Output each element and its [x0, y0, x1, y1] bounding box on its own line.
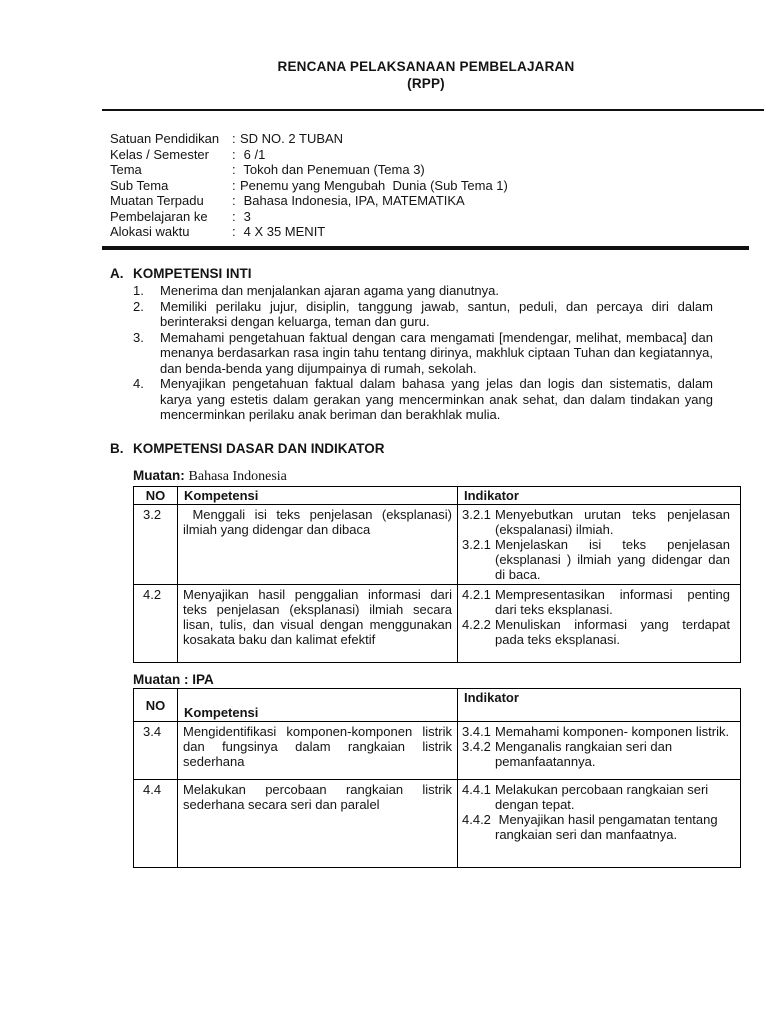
cell-no: 3.2	[134, 505, 178, 585]
indicator-number: 4.2.1	[462, 587, 491, 602]
info-divider	[102, 246, 749, 250]
info-label: Tema	[110, 162, 142, 177]
info-value: 4 X 35 MENIT	[240, 224, 326, 239]
cell-no: 4.2	[134, 585, 178, 663]
indicator-number: 4.4.2	[462, 812, 491, 827]
kompetensi-text: Menggali isi teks penjelasan (eksplanasi) ilmiah yang didengar dan dibaca	[183, 507, 456, 537]
header-no: NO	[134, 487, 178, 505]
list-item	[133, 330, 713, 377]
list-item-text: Memahami pengetahuan faktual dengan cara mengamati [mendengar, melihat, membaca] dan menanya berdasarkan rasa ingin tahu tentang dirinya, makhluk ciptaan Tuhan dan kegiatannya, dan benda-benda yang dijumpainya di rumah, sekolah.	[160, 329, 713, 376]
info-row-pembelajaran-ke	[110, 209, 710, 225]
document-title	[102, 58, 750, 92]
table-row	[134, 585, 741, 663]
info-value: 6 /1	[240, 146, 266, 162]
section-a-letter: A.	[110, 266, 124, 281]
muatan-value: Bahasa Indonesia	[188, 469, 287, 484]
section-b-letter: B.	[110, 441, 124, 456]
kompetensi-text: Menyajikan hasil penggalian informasi dari teks penjelasan (eksplanasi) ilmiah secara lisan, tulis, dan visual dengan menggunakan kosakata baku dan kalimat efektif	[183, 587, 456, 647]
info-value: SD NO. 2 TUBAN	[240, 131, 344, 146]
indicator-number: 3.4.2	[462, 739, 491, 754]
cell-indikator	[458, 505, 741, 585]
list-item-number: 3.	[133, 329, 144, 345]
muatan-ipa-label: Muatan : IPA	[133, 672, 214, 687]
header-kompetensi: Kompetensi	[178, 487, 458, 505]
info-separator: :	[232, 162, 236, 177]
cell-kompetensi	[178, 722, 458, 780]
section-a-heading	[110, 266, 252, 282]
indicator-text: Menganalis rangkaian seri dan pemanfaatannya.	[495, 739, 676, 769]
indicator-item	[462, 587, 734, 617]
cell-indikator	[458, 722, 741, 780]
info-row-tema	[110, 162, 710, 178]
indicator-text: Menjelaskan isi teks penjelasan (eksplanasi ) ilmiah yang didengar dan di baca.	[495, 537, 734, 582]
indicator-number: 4.2.2	[462, 617, 491, 632]
info-label: Muatan Terpadu	[110, 193, 204, 208]
indicator-text: Melakukan percobaan rangkaian seri dengan tepat.	[495, 782, 712, 812]
indicator-text: Menyebutkan urutan teks penjelasan (ekspalanasi) ilmiah.	[495, 507, 734, 537]
info-label: Alokasi waktu	[110, 224, 190, 239]
indicator-text: Memahami komponen- komponen listrik.	[495, 724, 730, 739]
list-item-number: 4.	[133, 376, 144, 391]
info-value: Bahasa Indonesia, IPA, MATEMATIKA	[240, 193, 465, 208]
indicator-text: Menyajikan hasil pengamatan tentang rangkaian seri dan manfaatnya.	[495, 812, 725, 842]
list-item-text: Memiliki perilaku jujur, disiplin, tanggung jawab, santun, peduli, dan percaya diri dalam berinteraksi dengan keluarga, teman dan guru.	[160, 298, 713, 329]
info-row-kelas-semester	[110, 147, 710, 163]
list-item-text: Menyajikan pengetahuan faktual dalam bahasa yang jelas dan logis dan sistematis, dalam karya yang estetis dalam gerakan yang mencerminkan anak sehat, dan dalam tindakan yang mencerminkan perilaku anak beriman dan berakhlak mulia.	[160, 376, 713, 422]
list-item-number: 1.	[133, 283, 144, 298]
info-value: 3	[240, 208, 251, 224]
info-row-muatan-terpadu	[110, 193, 710, 209]
info-separator: :	[232, 193, 236, 208]
header-indikator: Indikator	[458, 487, 741, 505]
kompetensi-text: Melakukan percobaan rangkaian listrik sederhana secara seri dan paralel	[183, 782, 456, 812]
info-label: Sub Tema	[110, 177, 169, 193]
table-header-row	[134, 689, 741, 722]
muatan-bahasa-indonesia-label	[133, 468, 287, 485]
header-no: NO	[134, 689, 178, 722]
table-bahasa-indonesia	[133, 486, 741, 663]
info-label: Pembelajaran ke	[110, 208, 208, 224]
section-b-title: KOMPETENSI DASAR DAN INDIKATOR	[133, 441, 385, 456]
indicator-number: 3.2.1	[462, 537, 491, 552]
indicator-number: 3.4.1	[462, 724, 491, 739]
list-item	[133, 299, 713, 330]
table-row	[134, 780, 741, 868]
indicator-item	[462, 507, 734, 537]
info-separator: :	[232, 131, 236, 146]
indicator-number: 4.4.1	[462, 782, 491, 797]
kompetensi-text: Mengidentifikasi komponen-komponen listrik dan fungsinya dalam rangkaian listrik sederhana	[183, 724, 456, 769]
indicator-item	[462, 812, 730, 842]
info-separator: :	[232, 177, 236, 193]
indicator-number: 3.2.1	[462, 507, 491, 522]
header-indikator: Indikator	[458, 689, 741, 722]
indicator-item	[462, 782, 730, 812]
info-row-satuan-pendidikan	[110, 131, 710, 147]
indicator-item	[462, 537, 734, 582]
list-item	[133, 283, 713, 299]
indicator-item	[462, 724, 730, 739]
table-ipa	[133, 688, 741, 868]
list-item	[133, 376, 713, 423]
kompetensi-inti-list	[133, 283, 713, 423]
info-row-sub-tema	[110, 178, 710, 194]
indicator-text: Menuliskan informasi yang terdapat pada teks eksplanasi.	[495, 617, 734, 647]
indicator-item	[462, 617, 734, 647]
section-b-heading	[110, 441, 385, 457]
info-value: Penemu yang Mengubah Dunia (Sub Tema 1)	[240, 177, 508, 193]
cell-indikator	[458, 585, 741, 663]
cell-kompetensi	[178, 780, 458, 868]
info-row-alokasi-waktu	[110, 224, 710, 240]
list-item-text: Menerima dan menjalankan ajaran agama yang dianutnya.	[160, 283, 499, 298]
cell-kompetensi	[178, 585, 458, 663]
cell-no: 4.4	[134, 780, 178, 868]
info-label: Kelas / Semester	[110, 146, 209, 162]
info-separator: :	[232, 208, 236, 224]
table-header-row	[134, 487, 741, 505]
cell-kompetensi	[178, 505, 458, 585]
indicator-item	[462, 739, 730, 769]
title-line-2: (RPP)	[407, 76, 445, 91]
section-a-title: KOMPETENSI INTI	[133, 266, 252, 281]
document-info-block	[110, 131, 710, 240]
info-separator: :	[232, 224, 236, 239]
cell-indikator	[458, 780, 741, 868]
list-item-number: 2.	[133, 298, 144, 314]
cell-no: 3.4	[134, 722, 178, 780]
header-kompetensi: Kompetensi	[178, 689, 458, 722]
info-separator: :	[232, 146, 236, 162]
info-value: Tokoh dan Penemuan (Tema 3)	[240, 162, 425, 177]
table-row	[134, 505, 741, 585]
table-row	[134, 722, 741, 780]
indicator-text: Mempresentasikan informasi penting dari teks eksplanasi.	[495, 587, 734, 617]
title-line-1: RENCANA PELAKSANAAN PEMBELAJARAN	[277, 59, 575, 74]
info-label: Satuan Pendidikan	[110, 131, 220, 146]
muatan-label: Muatan:	[133, 468, 185, 483]
header-divider	[102, 109, 764, 111]
